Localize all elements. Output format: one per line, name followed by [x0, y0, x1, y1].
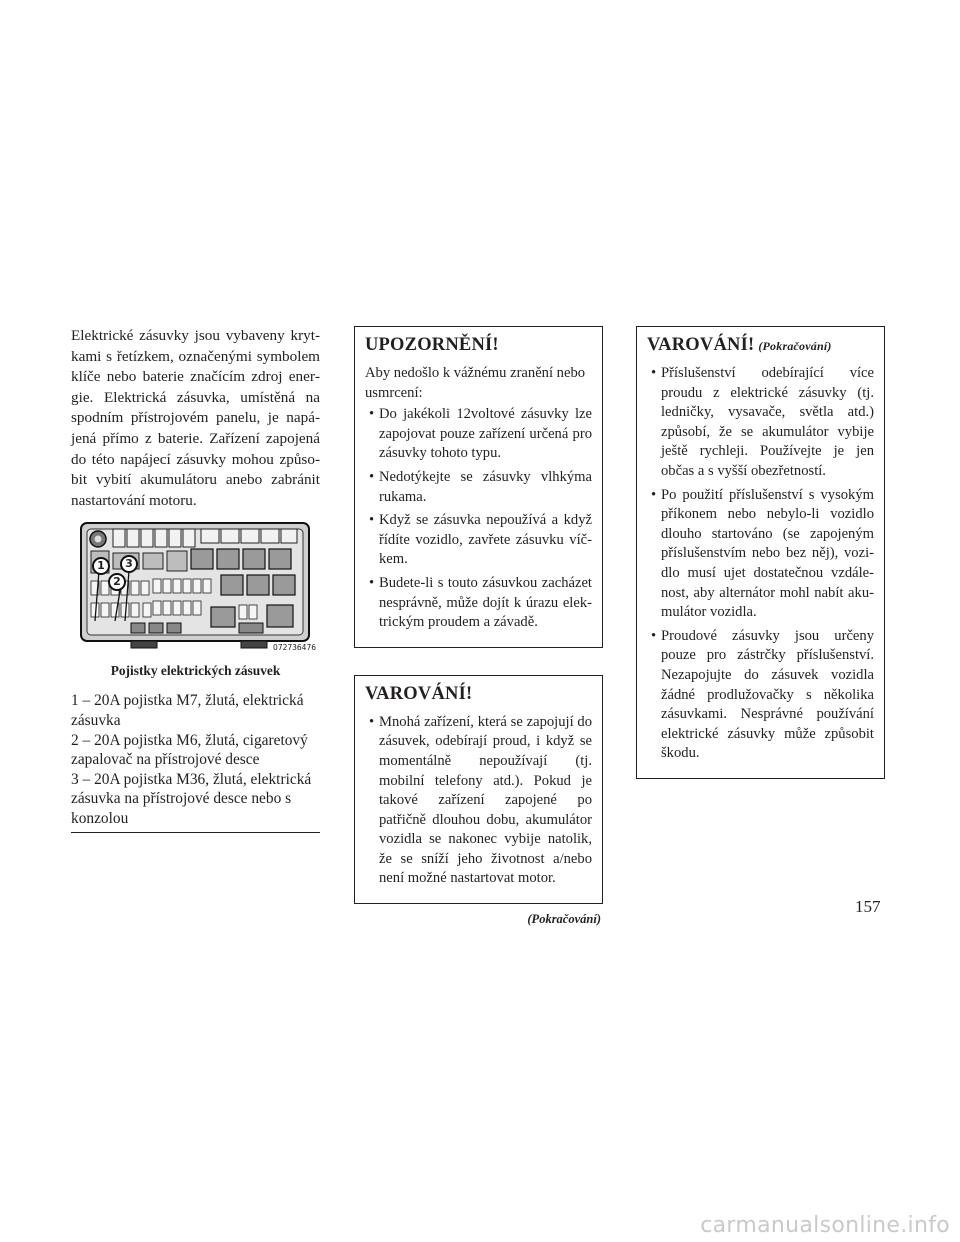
callout-3: 3 — [120, 555, 138, 573]
caution-intro: Aby nedošlo k vážnému zranění nebo usmrcení: — [365, 365, 586, 401]
middle-column — [354, 326, 603, 927]
caution-item: • Do jakékoli 12voltové zásuvky lze zapojovat pouze zařízení určená pro zásuvky tohoto typu. — [365, 405, 592, 464]
caution-item: • Nedotýkejte se zásuvky vlhkýma rukama. — [365, 468, 592, 507]
caution-item: • Budete-li s touto zásuvkou zacházet nesprávně, může dojít k úrazu elektrickým proudem a závadě. — [365, 574, 592, 633]
warning-continued-item: • Příslušenství odebírající více proudu z elektrické zásuvky (tj. ledničky, vysavače, světla atd.) způsobí, že se akumulátor vybije ještě rychleji. Používejte je jen občas a s vyšší obezřetností. — [647, 364, 874, 482]
legend-item-3: 3 – 20A pojistka M36, žlutá, elektrická zásuvka na přístrojové desce nebo s konzolou — [71, 770, 312, 827]
warning-item: • Mnohá zařízení, která se zapojují do zásuvek, odebírají proud, i když se momentálně nepoužívají (tj. mobilní telefony atd.). Pokud je takové zařízení zapojené po patřičně dlouhou dobu, akumulátor vozidla se nakonec vybije natolik, že se sníží jeho životnost a/nebo není možné nastartovat motor. — [365, 713, 592, 889]
figure-caption: Pojistky elektrických zásuvek — [110, 663, 281, 679]
watermark: carmanualsonline.info — [700, 1213, 950, 1238]
legend-item-1: 1 – 20A pojistka M7, žlutá, elektrická zásuvka — [71, 692, 304, 729]
warning-continued-box — [636, 326, 885, 779]
caution-list — [365, 405, 592, 633]
legend-divider — [71, 832, 320, 833]
warning-continued-list — [647, 364, 874, 764]
warning-list — [365, 713, 592, 889]
caution-title: UPOZORNĚNÍ! — [365, 335, 499, 355]
page-number: 157 — [855, 897, 881, 916]
warning-continued-item: • Proudové zásuvky jsou určeny pouze pro zástrčky příslušenství. Nezapojujte do zásuvek vozidla žádné prodlužovačky s několika zásuvkami. Nesprávné používání elektrické zásuvky může způsobit škodu. — [647, 627, 874, 764]
warning-title: VAROVÁNÍ! — [365, 683, 473, 704]
fuse-box-illustration — [71, 519, 320, 659]
legend-item-2: 2 – 20A pojistka M6, žlutá, cigaretový zapalovač na přístrojové desce — [71, 731, 308, 769]
warning-continued-item: • Po použití příslušenství s vysokým příkonem nebo nebylo-li vozidlo dlouho startováno (se zapojeným příslušenstvím nebo bez něj), vozidlo musí ujet dostatečnou vzdálenost, aby alternátor mohl nabít akumulátor vozidla. — [647, 486, 874, 623]
warning-box — [354, 675, 603, 904]
warning-continued-suffix: (Pokračování) — [758, 339, 832, 353]
warning-continued-title-text: VAROVÁNÍ! — [647, 335, 755, 355]
caution-item: • Když se zásuvka nepoužívá a když řídíte vozidlo, zavřete zásuvku víčkem. — [365, 511, 592, 570]
warning-continued-title — [647, 335, 874, 356]
figure-id: 072736476 — [273, 643, 316, 653]
continued-note: (Pokračování) — [527, 912, 601, 927]
caution-box — [354, 326, 603, 648]
right-column — [636, 326, 885, 779]
callout-1: 1 — [92, 557, 110, 575]
fuse-box-figure — [71, 519, 320, 659]
left-column — [71, 326, 320, 833]
intro-paragraph: Elektrické zásuvky jsou vybaveny krytkami s řetízkem, označenými symbolem klíče nebo baterie značícím zdroj energie. Elektrická zásuvka, umístěná na spodním přístrojovém panelu, je napájená přímo z baterie. Zařízení zapojená do této napájecí zásuvky mohou způsobit vybití akumulátoru anebo zabránit nastartování motoru. — [71, 327, 320, 509]
callout-2: 2 — [108, 573, 126, 591]
